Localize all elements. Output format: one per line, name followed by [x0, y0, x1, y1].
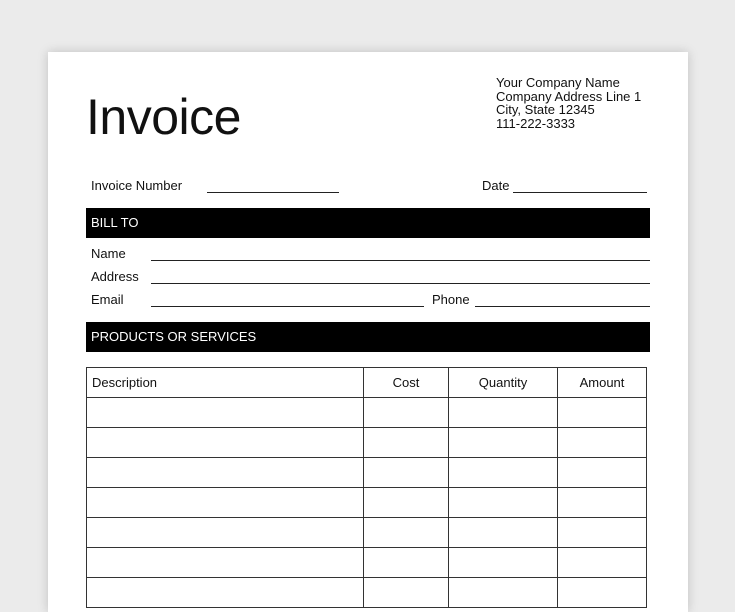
company-city: City, State 12345 [496, 102, 595, 117]
description-cell[interactable] [87, 458, 364, 488]
quantity-cell[interactable] [449, 428, 558, 458]
invoice-title: Invoice [86, 89, 241, 145]
description-cell[interactable] [87, 548, 364, 578]
bill-to-header: BILL TO [86, 208, 650, 238]
company-phone: 111-222-3333 [496, 115, 576, 131]
cost-cell[interactable] [364, 398, 449, 428]
cost-cell[interactable] [364, 428, 449, 458]
amount-cell[interactable] [558, 488, 647, 518]
table-row [87, 398, 647, 428]
quantity-cell[interactable] [449, 578, 558, 608]
cost-cell[interactable] [364, 548, 449, 578]
amount-cell[interactable] [558, 458, 647, 488]
phone-label: Phone [432, 292, 470, 307]
table-row [87, 428, 647, 458]
amount-cell[interactable] [558, 398, 647, 428]
items-table [86, 367, 647, 608]
products-header: PRODUCTS OR SERVICES [86, 322, 650, 352]
table-row [87, 578, 647, 608]
cost-cell[interactable] [364, 458, 449, 488]
table-header-row [87, 368, 647, 398]
name-label: Name [91, 246, 126, 261]
table-row [87, 518, 647, 548]
invoice-number-label: Invoice Number [91, 178, 183, 193]
email-label: Email [91, 292, 124, 307]
amount-cell[interactable] [558, 548, 647, 578]
column-description: Description [87, 368, 364, 398]
company-address: Company Address Line 1 [496, 88, 642, 104]
quantity-cell[interactable] [449, 458, 558, 488]
cost-cell[interactable] [364, 578, 449, 608]
column-amount: Amount [558, 368, 647, 398]
description-cell[interactable] [87, 578, 364, 608]
quantity-cell[interactable] [449, 548, 558, 578]
invoice-sheet [48, 52, 688, 612]
email-field[interactable] [151, 306, 424, 307]
table-row [87, 488, 647, 518]
cost-cell[interactable] [364, 488, 449, 518]
description-cell[interactable] [87, 488, 364, 518]
quantity-cell[interactable] [449, 488, 558, 518]
date-field[interactable] [513, 192, 647, 193]
amount-cell[interactable] [558, 428, 647, 458]
name-field[interactable] [151, 260, 650, 261]
company-info [496, 76, 641, 130]
description-cell[interactable] [87, 428, 364, 458]
address-label: Address [91, 269, 139, 284]
invoice-number-field[interactable] [207, 192, 339, 193]
quantity-cell[interactable] [449, 398, 558, 428]
company-name: Your Company Name [496, 75, 620, 90]
amount-cell[interactable] [558, 518, 647, 548]
description-cell[interactable] [87, 518, 364, 548]
amount-cell[interactable] [558, 578, 647, 608]
table-row [87, 548, 647, 578]
date-label: Date [482, 178, 510, 193]
phone-field[interactable] [475, 306, 650, 307]
column-cost: Cost [364, 368, 449, 398]
description-cell[interactable] [87, 398, 364, 428]
table-row [87, 458, 647, 488]
cost-cell[interactable] [364, 518, 449, 548]
column-quantity: Quantity [449, 368, 558, 398]
address-field[interactable] [151, 283, 650, 284]
quantity-cell[interactable] [449, 518, 558, 548]
